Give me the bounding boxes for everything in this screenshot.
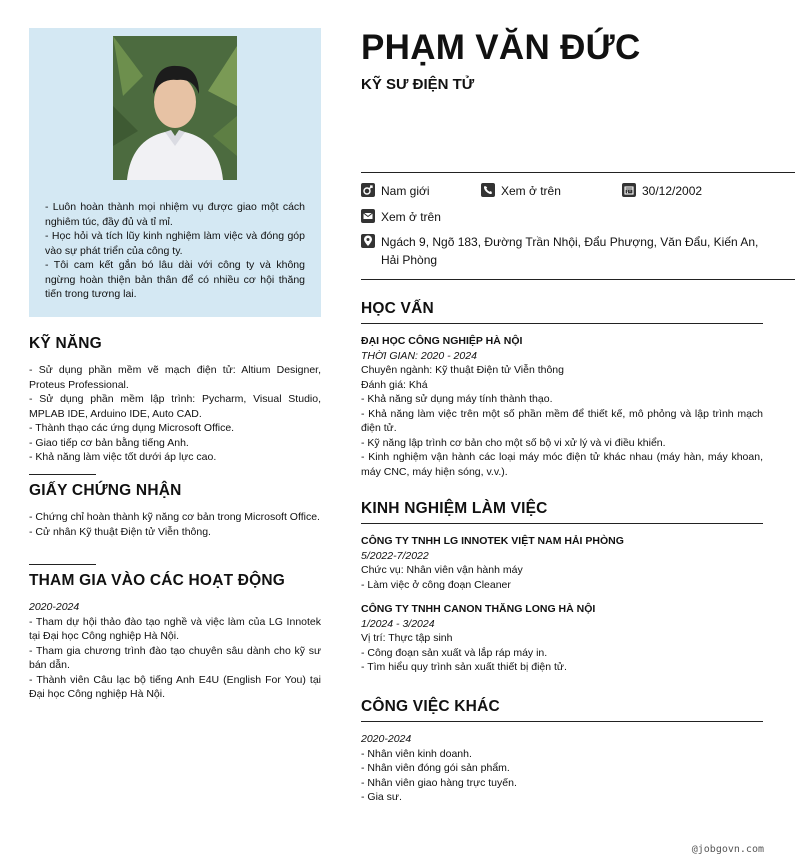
- job-item: - Làm việc ở công đoạn Cleaner: [361, 578, 511, 591]
- activity-item: - Thành viên Câu lạc bộ tiếng Anh E4U (English For You) tại Đại học Công nghiệp Hà Nội.: [29, 673, 321, 700]
- calendar-icon: [622, 183, 636, 197]
- other-jobs-period: 2020-2024: [361, 733, 412, 745]
- other-job-item: - Nhân viên giao hàng trực tuyến.: [361, 776, 517, 789]
- education-item: - Khả năng làm việc trên một số phần mềm để thiết kế, mô phỏng và lập trình mạch điện tử.: [361, 407, 763, 434]
- candidate-role: KỸ SƯ ĐIỆN TỬ: [361, 76, 475, 93]
- education-grade: Đánh giá: Khá: [361, 378, 428, 391]
- contact-email: [361, 208, 441, 226]
- divider: [29, 564, 96, 565]
- education-item: - Kinh nghiệm vận hành các loại máy móc điện tử khác nhau (máy hàn, máy khoan, máy CNC, máy hiện sóng, v.v.).: [361, 451, 763, 478]
- job-entry: [361, 534, 763, 592]
- gender-text: Nam giới: [381, 184, 430, 198]
- birthday-text: 30/12/2002: [642, 184, 703, 198]
- skill-item: - Sử dụng phần mềm lập trình: Pycharm, Visual Studio, MPLAB IDE, Arduino IDE, Auto CAD.: [29, 393, 321, 420]
- job-position: Vị trí: Thực tập sinh: [361, 632, 453, 644]
- job-item: - Công đoạn sản xuất và lắp ráp máy in.: [361, 646, 548, 659]
- section-title: KINH NGHIỆM LÀM VIỆC: [361, 500, 763, 524]
- certificates-section: [29, 482, 321, 539]
- skills-section: [29, 335, 321, 465]
- section-title: THAM GIA VÀO CÁC HOẠT ĐỘNG: [29, 572, 286, 589]
- section-title: CÔNG VIỆC KHÁC: [361, 698, 763, 722]
- skill-item: - Sử dụng phần mềm vẽ mạch điện tử: Altium Designer, Proteus Professional.: [29, 364, 321, 391]
- school-name: ĐẠI HỌC CÔNG NGHIỆP HÀ NỘI: [361, 335, 523, 347]
- section-title: KỸ NĂNG: [29, 335, 102, 352]
- other-job-item: - Nhân viên kinh doanh.: [361, 747, 472, 760]
- divider: [361, 279, 795, 280]
- job-period: 5/2022-7/2022: [361, 549, 429, 562]
- address-text: Ngách 9, Ngõ 183, Đường Trần Nhội, Đẩu Phượng, Văn Đẩu, Kiến An, Hải Phòng: [381, 235, 759, 267]
- contact-birthday: [622, 182, 702, 200]
- education-item: - Khả năng sử dụng máy tính thành thạo.: [361, 393, 553, 405]
- email-icon: [361, 209, 375, 223]
- gender-icon: [361, 183, 375, 197]
- phone-text: Xem ở trên: [501, 184, 561, 198]
- other-job-item: - Gia sư.: [361, 791, 402, 803]
- skill-item: - Khả năng làm việc tốt dưới áp lực cao.: [29, 451, 217, 463]
- job-period: 1/2024 - 3/2024: [361, 617, 435, 630]
- job-item: - Tìm hiểu quy trình sản xuất thiết bị điện tử.: [361, 661, 567, 673]
- contact-gender: [361, 182, 430, 200]
- job-position: Chức vụ: Nhân viên vận hành máy: [361, 564, 523, 576]
- email-text: Xem ở trên: [381, 210, 441, 224]
- phone-icon: [481, 183, 495, 197]
- education-period: THỜI GIAN: 2020 - 2024: [361, 349, 477, 362]
- activities-period: 2020-2024: [29, 601, 80, 613]
- candidate-name: PHẠM VĂN ĐỨC: [361, 28, 641, 67]
- activities-section: [29, 572, 321, 702]
- activity-item: - Tham gia chương trình đào tạo chuyên sâu dành cho kỹ sư bán dẫn.: [29, 644, 321, 671]
- career-objective: [45, 200, 305, 302]
- company-name: CÔNG TY TNHH LG INNOTEK VIỆT NAM HẢI PHÒNG: [361, 535, 624, 547]
- profile-panel: [29, 28, 321, 317]
- other-job-item: - Nhân viên đóng gói sản phẩm.: [361, 762, 510, 774]
- divider: [361, 172, 795, 173]
- section-title: HỌC VẤN: [361, 300, 763, 324]
- certificate-item: - Chứng chỉ hoàn thành kỹ năng cơ bản trong Microsoft Office.: [29, 511, 320, 523]
- summary-line: - Tôi cam kết gắn bó lâu dài với công ty và không ngừng hoàn thiện bản thân để có nhiều cơ hội thăng tiến trong tương lai.: [45, 259, 305, 300]
- job-entry: [361, 602, 763, 675]
- divider: [29, 474, 96, 475]
- certificate-item: - Cử nhân Kỹ thuật Điện tử Viễn thông.: [29, 525, 211, 538]
- contact-address: [361, 233, 761, 269]
- company-name: CÔNG TY TNHH CANON THĂNG LONG HÀ NỘI: [361, 603, 596, 615]
- summary-line: - Học hỏi và tích lũy kinh nghiệm làm việc và đóng góp vào sự phát triển của công ty.: [45, 230, 305, 257]
- section-title: GIẤY CHỨNG NHẬN: [29, 482, 182, 499]
- skill-item: - Thành thạo các ứng dụng Microsoft Office.: [29, 422, 235, 434]
- summary-line: - Luôn hoàn thành mọi nhiệm vụ được giao một cách nghiêm túc, đầy đủ và tỉ mỉ.: [45, 201, 305, 228]
- skill-item: - Giao tiếp cơ bản bằng tiếng Anh.: [29, 436, 189, 449]
- other-jobs-section: [361, 698, 763, 805]
- experience-section: [361, 500, 763, 675]
- profile-photo: [113, 36, 237, 180]
- activity-item: - Tham dự hội thảo đào tạo nghề và việc làm của LG Innotek tại Đại học Công nghiệp Hà Nội.: [29, 615, 321, 642]
- education-item: - Kỹ năng lập trình cơ bản cho một số bộ vi xử lý và vi điều khiển.: [361, 436, 666, 449]
- education-major: Chuyên ngành: Kỹ thuật Điện tử Viễn thông: [361, 364, 564, 376]
- education-section: [361, 300, 763, 479]
- contact-phone: [481, 182, 561, 200]
- watermark: @jobgovn.com: [691, 844, 764, 855]
- location-icon: [361, 234, 375, 248]
